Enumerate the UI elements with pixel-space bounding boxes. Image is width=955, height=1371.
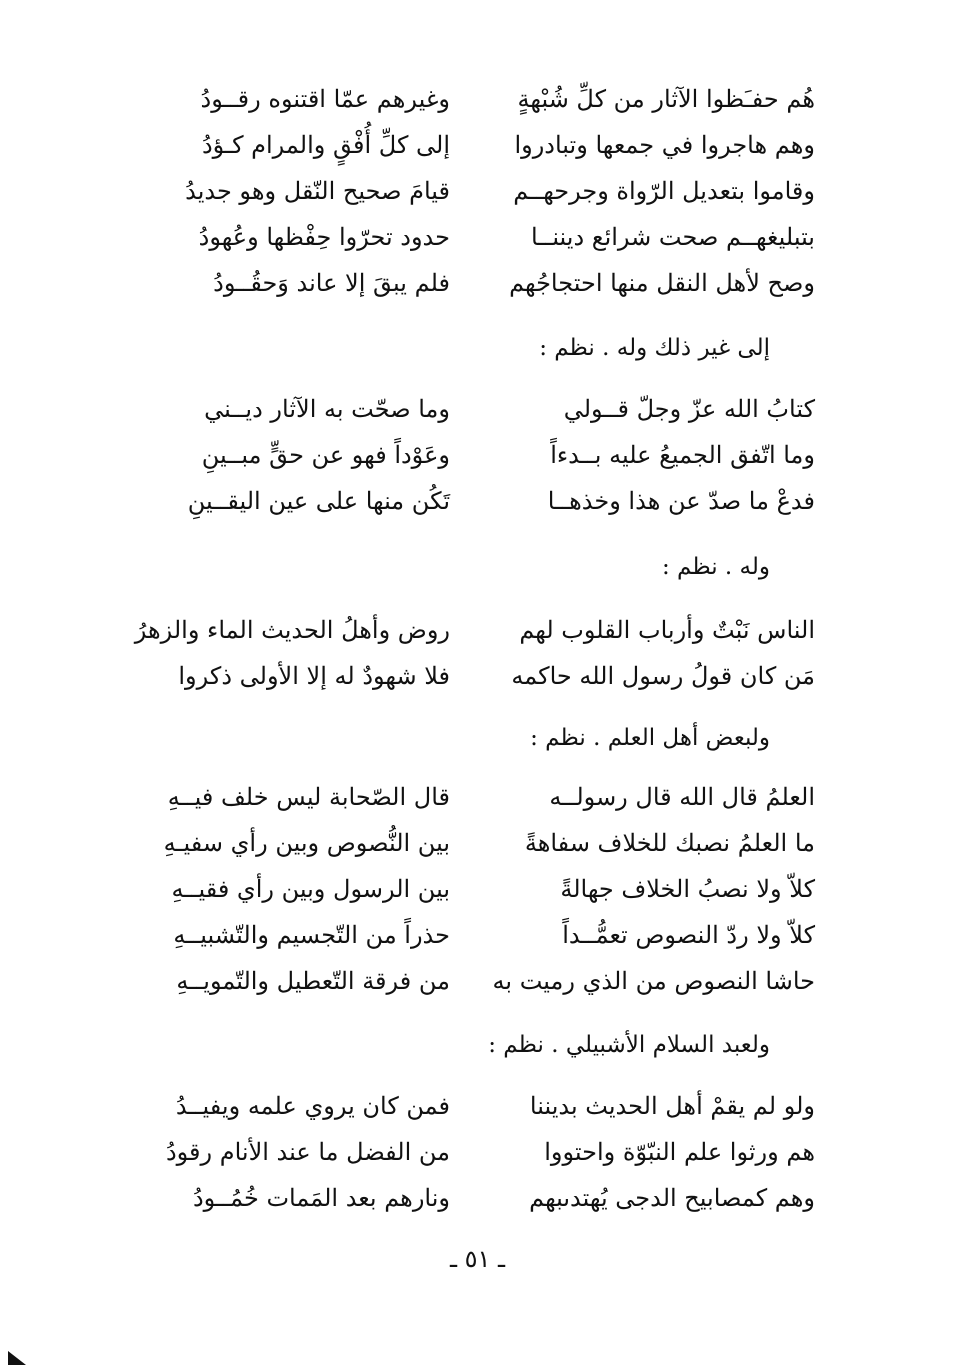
- page-number: ـ ٥١ ـ: [449, 1245, 506, 1273]
- verse-first-hemistich: وما اتّفق الجميعُ عليه بــدءاً: [550, 441, 815, 469]
- verse-first-hemistich: فدعْ ما صدّ عن هذا وخذهــا: [547, 487, 815, 515]
- verse-second-hemistich: روض وأهلُ الحديث الماء والزهرُ: [134, 616, 450, 644]
- verse-line: [150, 386, 815, 432]
- verse-first-hemistich: كلاّ ولا ردّ النصوص تعمُّــداً: [562, 921, 815, 949]
- verse-line: [150, 260, 815, 306]
- section-intro: ولبعض أهل العلم . نظم :: [530, 725, 770, 751]
- verse-second-hemistich: حدود تحرّوا حِفْظها وعُهودُ: [198, 223, 450, 251]
- verse-first-hemistich: كتابُ الله عزّ وجلّ قــولي: [563, 395, 815, 423]
- verse-first-hemistich: الناس نَبْتٌ وأرباب القلوب لهم: [519, 616, 815, 644]
- scan-corner-mark: [8, 1351, 26, 1365]
- verse-second-hemistich: بين الرسول وبين رأي فقيــهِ: [171, 875, 450, 903]
- verse-second-hemistich: وغيرهم عمّا اقتنوه رقــودُ: [200, 85, 450, 113]
- verse-line: [150, 1129, 815, 1175]
- verse-first-hemistich: وهم هاجروا في جمعها وتبادروا: [514, 131, 815, 159]
- verse-second-hemistich: إلى كلِّ أُفْقٍ والمرام كـؤدُ: [201, 131, 450, 159]
- poem-stanza-3: [134, 607, 815, 699]
- verse-second-hemistich: تَكُن منها على عين اليقــينِ: [187, 487, 450, 515]
- verse-first-hemistich: ما العلمُ نصبك للخلاف سفاهةً: [524, 829, 815, 857]
- verse-first-hemistich: وقاموا بتعديل الرّواة وجرحهــم: [513, 177, 815, 205]
- verse-line: [150, 478, 815, 524]
- section-intro: وله . نظم :: [661, 554, 770, 580]
- verse-first-hemistich: وهم كمصابيح الدجى يُهتدىبهم: [529, 1184, 815, 1212]
- poem-stanza-5: [150, 1083, 815, 1221]
- verse-line: [150, 432, 815, 478]
- verse-second-hemistich: قيامَ صحيح النّقل وهو جديدُ: [185, 177, 450, 205]
- verse-line: [150, 1175, 815, 1221]
- verse-first-hemistich: بتبليغهــم صحت شرائع ديننــا: [530, 223, 815, 251]
- poem-stanza-2: [150, 386, 815, 524]
- verse-second-hemistich: فمن كان يروي علمه ويفيــدُ: [175, 1092, 450, 1120]
- verse-first-hemistich: هُم حفـَظوا الآثار من كلِّ شُبْهةٍ: [517, 85, 815, 113]
- verse-first-hemistich: حاشا النصوص من الذي رميت به: [492, 967, 815, 995]
- poem-stanza-1: [150, 76, 815, 306]
- poem-stanza-4: [150, 774, 815, 1004]
- verse-first-hemistich: وصح لأهل النقل منها احتجاجُهم: [509, 269, 815, 297]
- verse-second-hemistich: فلا شهودٌ له إلا الأولى ذكروا: [178, 662, 450, 690]
- verse-line: [134, 607, 815, 653]
- verse-second-hemistich: ونارهم بعد المَمات خُمُــودُ: [192, 1184, 450, 1212]
- verse-line: [150, 168, 815, 214]
- verse-line: [150, 1083, 815, 1129]
- verse-line: [150, 214, 815, 260]
- verse-second-hemistich: بين النُّصوص وبين رأي سفيـهِ: [163, 829, 450, 857]
- verse-second-hemistich: حذراً من التّجسيم والتّشبيــهِ: [173, 921, 450, 949]
- verse-second-hemistich: وعَوْداً فهو عن حقٍّ مبــينِ: [201, 441, 450, 469]
- verse-line: [150, 958, 815, 1004]
- verse-first-hemistich: هم ورثوا علم النبّوّة واحتووا: [544, 1138, 815, 1166]
- verse-line: [150, 653, 815, 699]
- verse-second-hemistich: قال الصّحابة ليس خلف فيــهِ: [167, 783, 450, 811]
- verse-first-hemistich: كلاّ ولا نصبُ الخلاف جهالةً: [560, 875, 815, 903]
- verse-line: [150, 820, 815, 866]
- verse-second-hemistich: من الفضل ما عند الأنام رقودُ: [165, 1138, 450, 1166]
- verse-first-hemistich: مَن كان قولُ رسول الله حاكمه: [511, 662, 815, 690]
- verse-second-hemistich: فلم يبقَ إلا عاند وَحقُــودُ: [213, 269, 450, 297]
- verse-line: [150, 76, 815, 122]
- verse-first-hemistich: ولو لم يقمْ أهل الحديث بديننا: [529, 1092, 815, 1120]
- verse-first-hemistich: العلمُ قال الله قال رسولــه: [549, 783, 815, 811]
- verse-second-hemistich: وما صحّت به الآثار ديــني: [204, 395, 450, 423]
- section-intro: إلى غير ذلك وله . نظم :: [539, 335, 770, 361]
- verse-line: [150, 866, 815, 912]
- verse-line: [150, 912, 815, 958]
- verse-line: [150, 774, 815, 820]
- verse-line: [150, 122, 815, 168]
- verse-second-hemistich: من فرقة التّعطيل والتّمويــهِ: [176, 967, 450, 995]
- section-intro: ولعبد السلام الأشبيلي . نظم :: [488, 1032, 770, 1058]
